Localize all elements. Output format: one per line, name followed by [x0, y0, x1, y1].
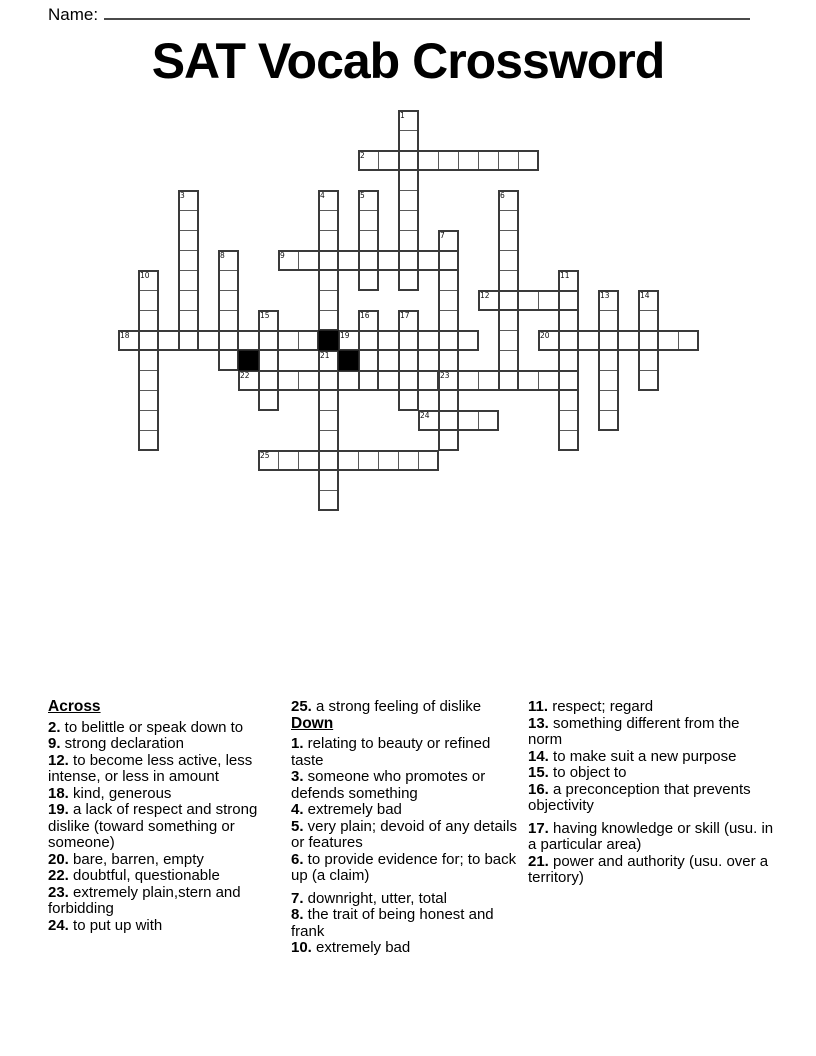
grid-cell[interactable]: [138, 410, 159, 431]
grid-cell[interactable]: [438, 390, 459, 411]
cell-number: 24: [420, 411, 430, 420]
clue-text: relating to beauty or refined taste: [291, 735, 491, 769]
cell-number: 3: [180, 191, 185, 200]
grid-cell[interactable]: [398, 230, 419, 251]
clue-column: [48, 699, 288, 934]
cell-number: 17: [400, 311, 410, 320]
cell-number: 13: [600, 291, 610, 300]
clue-text: to belittle or speak down to: [60, 718, 244, 736]
grid-cell[interactable]: [318, 250, 339, 271]
clue-text: very plain; devoid of any details or features: [291, 817, 517, 851]
clue-item: [528, 854, 776, 887]
clue-number: 18.: [48, 784, 69, 802]
clue-number: 3.: [291, 768, 304, 785]
clue-number: 14.: [528, 747, 549, 765]
clue-number: 17.: [528, 819, 549, 837]
grid-cell[interactable]: [418, 330, 439, 351]
grid-cell[interactable]: [178, 310, 199, 331]
grid-cell[interactable]: [438, 150, 459, 171]
grid-cell[interactable]: [678, 330, 699, 351]
grid-cell[interactable]: [398, 190, 419, 211]
clue-number: 9.: [48, 735, 61, 752]
grid-cell[interactable]: [498, 230, 519, 251]
clue-text: to object to: [548, 764, 627, 781]
grid-cell[interactable]: [638, 370, 659, 391]
clue-number: 10.: [291, 939, 312, 956]
clue-number: 1.: [291, 735, 304, 752]
cell-number: 12: [480, 291, 490, 300]
grid-cell[interactable]: [358, 450, 379, 471]
clue-text: to provide evidence for; to back up (a claim): [291, 850, 517, 884]
clue-item: [528, 765, 776, 782]
clue-item: [48, 786, 288, 803]
grid-cell[interactable]: [318, 210, 339, 231]
grid-cell[interactable]: [178, 250, 199, 271]
cell-number: 8: [220, 251, 225, 260]
grid-cell[interactable]: [598, 290, 619, 311]
grid-cell[interactable]: [358, 310, 379, 331]
grid-cell[interactable]: [558, 330, 579, 351]
clue-item: [528, 716, 776, 749]
clue-number: 12.: [48, 751, 69, 769]
clue-number: 13.: [528, 714, 549, 732]
blocked-cell: [338, 350, 359, 371]
clue-item: [291, 891, 524, 908]
grid-cell[interactable]: [378, 330, 399, 351]
grid-cell[interactable]: [558, 350, 579, 371]
clue-text: extremely plain,stern and forbidding: [48, 883, 241, 917]
grid-cell[interactable]: [338, 250, 359, 271]
clue-number: 15.: [528, 764, 549, 781]
grid-cell[interactable]: [458, 370, 479, 391]
clue-item: [291, 802, 524, 819]
cell-number: 9: [280, 251, 285, 260]
grid-cell[interactable]: [178, 290, 199, 311]
grid-cell[interactable]: [498, 370, 519, 391]
grid-cell[interactable]: [358, 210, 379, 231]
clue-item: [48, 802, 288, 852]
grid-cell[interactable]: [458, 410, 479, 431]
clue-number: 6.: [291, 850, 304, 868]
grid-cell[interactable]: [438, 310, 459, 331]
blocked-cell: [318, 330, 339, 351]
clue-item: [48, 885, 288, 918]
clue-item: [291, 736, 524, 769]
grid-cell[interactable]: [478, 370, 499, 391]
grid-cell[interactable]: [358, 330, 379, 351]
grid-cell[interactable]: [358, 370, 379, 391]
grid-cell[interactable]: [138, 370, 159, 391]
grid-cell[interactable]: [298, 330, 319, 351]
grid-cell[interactable]: [558, 290, 579, 311]
grid-cell[interactable]: [438, 350, 459, 371]
grid-cell[interactable]: [438, 430, 459, 451]
cell-number: 7: [440, 231, 445, 240]
grid-cell[interactable]: [278, 250, 299, 271]
name-fill-line[interactable]: [104, 2, 750, 20]
clue-number: 25.: [291, 698, 312, 715]
clue-text: extremely bad: [303, 801, 402, 818]
clue-item: [48, 852, 288, 869]
cell-number: 22: [240, 371, 250, 380]
clue-item: [291, 819, 524, 852]
grid-cell[interactable]: [138, 290, 159, 311]
clue-text: a lack of respect and strong dislike (toward something or someone): [48, 801, 258, 851]
grid-cell[interactable]: [138, 390, 159, 411]
cell-number: 16: [360, 311, 370, 320]
clue-text: a preconception that prevents objectivity: [528, 780, 751, 814]
clue-item: [291, 699, 524, 716]
grid-cell[interactable]: [418, 250, 439, 271]
grid-cell[interactable]: [538, 330, 559, 351]
grid-cell[interactable]: [558, 410, 579, 431]
grid-cell[interactable]: [438, 250, 459, 271]
grid-cell[interactable]: [318, 350, 339, 371]
grid-cell[interactable]: [338, 370, 359, 391]
grid-cell[interactable]: [458, 330, 479, 351]
grid-cell[interactable]: [138, 310, 159, 331]
cell-number: 19: [340, 331, 350, 340]
grid-cell[interactable]: [318, 190, 339, 211]
grid-cell[interactable]: [398, 350, 419, 371]
grid-cell[interactable]: [398, 270, 419, 291]
grid-cell[interactable]: [598, 310, 619, 331]
clue-item: [48, 918, 288, 935]
clue-text: power and authority (usu. over a territory): [528, 852, 769, 886]
grid-cell[interactable]: [238, 330, 259, 351]
grid-cell[interactable]: [498, 350, 519, 371]
clue-number: 22.: [48, 867, 69, 884]
grid-cell[interactable]: [558, 390, 579, 411]
page-title: SAT Vocab Crossword: [151, 33, 665, 89]
grid-cell[interactable]: [298, 450, 319, 471]
grid-cell[interactable]: [358, 250, 379, 271]
clue-item: [528, 749, 776, 766]
grid-cell[interactable]: [438, 290, 459, 311]
cell-number: 20: [540, 331, 550, 340]
grid-cell[interactable]: [278, 450, 299, 471]
grid-cell[interactable]: [598, 390, 619, 411]
grid-cell[interactable]: [158, 330, 179, 351]
grid-cell[interactable]: [558, 370, 579, 391]
clue-text: doubtful, questionable: [68, 867, 220, 884]
grid-cell[interactable]: [398, 150, 419, 171]
grid-cell[interactable]: [518, 370, 539, 391]
grid-cell[interactable]: [638, 310, 659, 331]
grid-cell[interactable]: [638, 330, 659, 351]
grid-cell[interactable]: [398, 250, 419, 271]
clue-item: [48, 868, 288, 885]
grid-cell[interactable]: [418, 370, 439, 391]
clue-number: 20.: [48, 850, 69, 868]
grid-cell[interactable]: [398, 310, 419, 331]
grid-cell[interactable]: [138, 270, 159, 291]
grid-cell[interactable]: [258, 310, 279, 331]
grid-cell[interactable]: [438, 370, 459, 391]
grid-cell[interactable]: [438, 330, 459, 351]
grid-cell[interactable]: [518, 290, 539, 311]
clue-text: kind, generous: [68, 784, 172, 802]
cell-number: 1: [400, 111, 405, 120]
grid-cell[interactable]: [358, 230, 379, 251]
grid-cell[interactable]: [178, 190, 199, 211]
grid-cell[interactable]: [498, 330, 519, 351]
clue-text: extremely bad: [311, 939, 411, 956]
grid-cell[interactable]: [338, 450, 359, 471]
clue-item: [291, 907, 524, 940]
clue-text: something different from the norm: [528, 714, 740, 748]
clue-item: [528, 782, 776, 815]
cell-number: 11: [560, 271, 570, 280]
grid-cell[interactable]: [658, 330, 679, 351]
clue-text: having knowledge or skill (usu. in a particular area): [528, 819, 774, 853]
cell-number: 14: [640, 291, 650, 300]
grid-cell[interactable]: [118, 330, 139, 351]
grid-cell[interactable]: [478, 410, 499, 431]
grid-cell[interactable]: [598, 410, 619, 431]
clue-number: 16.: [528, 780, 549, 798]
grid-cell[interactable]: [398, 210, 419, 231]
grid-cell[interactable]: [278, 330, 299, 351]
grid-cell[interactable]: [218, 310, 239, 331]
grid-cell[interactable]: [498, 310, 519, 331]
grid-cell[interactable]: [378, 150, 399, 171]
grid-cell[interactable]: [598, 330, 619, 351]
clue-item: [48, 753, 288, 786]
cell-number: 18: [120, 331, 130, 340]
grid-cell[interactable]: [218, 330, 239, 351]
grid-cell[interactable]: [278, 370, 299, 391]
cell-number: 15: [260, 311, 270, 320]
grid-cell[interactable]: [378, 370, 399, 391]
cell-number: 2: [360, 151, 365, 160]
clue-number: 8.: [291, 906, 304, 923]
clue-number: 11.: [528, 698, 549, 715]
name-label: Name:: [48, 5, 99, 24]
grid-cell[interactable]: [418, 410, 439, 431]
clue-text: to become less active, less intense, or less in amount: [48, 751, 253, 785]
grid-cell[interactable]: [318, 410, 339, 431]
cell-number: 25: [260, 451, 270, 460]
grid-cell[interactable]: [198, 330, 219, 351]
grid-cell[interactable]: [318, 470, 339, 491]
grid-cell[interactable]: [218, 250, 239, 271]
grid-cell[interactable]: [458, 150, 479, 171]
grid-cell[interactable]: [358, 150, 379, 171]
clue-item: [528, 699, 776, 716]
grid-cell[interactable]: [438, 270, 459, 291]
grid-cell[interactable]: [378, 450, 399, 471]
grid-cell[interactable]: [178, 210, 199, 231]
grid-cell[interactable]: [638, 350, 659, 371]
grid-cell[interactable]: [318, 230, 339, 251]
grid-cell[interactable]: [398, 330, 419, 351]
cell-number: 6: [500, 191, 505, 200]
grid-cell[interactable]: [438, 410, 459, 431]
grid-cell[interactable]: [498, 290, 519, 311]
grid-cell[interactable]: [418, 450, 439, 471]
grid-cell[interactable]: [318, 370, 339, 391]
grid-cell[interactable]: [318, 270, 339, 291]
grid-cell[interactable]: [538, 290, 559, 311]
grid-cell[interactable]: [298, 370, 319, 391]
clue-item: [291, 769, 524, 802]
grid-cell[interactable]: [178, 230, 199, 251]
clue-number: 5.: [291, 817, 304, 835]
grid-cell[interactable]: [638, 290, 659, 311]
grid-cell[interactable]: [598, 370, 619, 391]
clue-text: respect; regard: [548, 698, 654, 715]
grid-cell[interactable]: [138, 350, 159, 371]
clue-text: the trait of being honest and frank: [291, 906, 494, 940]
cell-number: 23: [440, 371, 450, 380]
grid-cell[interactable]: [178, 330, 199, 351]
cell-number: 21: [320, 351, 330, 360]
cell-number: 4: [320, 191, 325, 200]
grid-cell[interactable]: [238, 370, 259, 391]
grid-cell[interactable]: [338, 330, 359, 351]
grid-cell[interactable]: [418, 150, 439, 171]
grid-cell[interactable]: [558, 270, 579, 291]
grid-cell[interactable]: [398, 450, 419, 471]
clue-item: [291, 940, 524, 957]
grid-cell[interactable]: [478, 150, 499, 171]
grid-cell[interactable]: [138, 330, 159, 351]
grid-cell[interactable]: [518, 150, 539, 171]
grid-cell[interactable]: [298, 250, 319, 271]
grid-cell[interactable]: [398, 370, 419, 391]
clue-item: [291, 852, 524, 885]
grid-cell[interactable]: [318, 390, 339, 411]
clues-heading-across: Across: [48, 698, 101, 715]
grid-cell[interactable]: [318, 490, 339, 511]
grid-cell[interactable]: [358, 270, 379, 291]
clue-text: a strong feeling of dislike: [311, 698, 482, 715]
grid-cell[interactable]: [498, 190, 519, 211]
grid-cell[interactable]: [378, 250, 399, 271]
grid-cell[interactable]: [318, 450, 339, 471]
crossword-grid: [118, 110, 699, 511]
grid-cell[interactable]: [318, 290, 339, 311]
grid-cell[interactable]: [498, 270, 519, 291]
grid-cell[interactable]: [318, 430, 339, 451]
grid-cell[interactable]: [398, 130, 419, 151]
clue-text: to make suit a new purpose: [548, 747, 737, 765]
grid-cell[interactable]: [138, 430, 159, 451]
clue-number: 2.: [48, 718, 61, 736]
grid-cell[interactable]: [398, 170, 419, 191]
cell-number: 5: [360, 191, 365, 200]
clue-text: downright, utter, total: [303, 889, 447, 907]
grid-cell[interactable]: [618, 330, 639, 351]
grid-cell[interactable]: [578, 330, 599, 351]
grid-cell[interactable]: [398, 390, 419, 411]
clue-column: [291, 699, 524, 957]
grid-cell[interactable]: [398, 110, 419, 131]
grid-cell[interactable]: [558, 310, 579, 331]
grid-cell[interactable]: [358, 350, 379, 371]
grid-cell[interactable]: [218, 270, 239, 291]
clue-text: strong declaration: [60, 735, 184, 752]
clue-item: [48, 736, 288, 753]
grid-cell[interactable]: [358, 190, 379, 211]
clue-number: 21.: [528, 852, 549, 870]
name-row: [48, 2, 750, 26]
clues-heading-down: Down: [291, 714, 334, 732]
grid-cell[interactable]: [218, 290, 239, 311]
clue-number: 19.: [48, 801, 69, 818]
grid-cell[interactable]: [218, 350, 239, 371]
grid-cell[interactable]: [538, 370, 559, 391]
grid-cell[interactable]: [558, 430, 579, 451]
clue-number: 4.: [291, 801, 304, 818]
clue-text: bare, barren, empty: [68, 850, 204, 868]
cell-number: 10: [140, 271, 150, 280]
grid-cell[interactable]: [178, 270, 199, 291]
grid-cell[interactable]: [498, 250, 519, 271]
grid-cell[interactable]: [258, 390, 279, 411]
clue-item: [48, 720, 288, 737]
grid-cell[interactable]: [258, 450, 279, 471]
grid-cell[interactable]: [258, 350, 279, 371]
blocked-cell: [238, 350, 259, 371]
grid-cell[interactable]: [478, 290, 499, 311]
grid-cell[interactable]: [498, 210, 519, 231]
clue-text: someone who promotes or defends something: [291, 768, 486, 802]
grid-cell[interactable]: [258, 330, 279, 351]
grid-cell[interactable]: [598, 350, 619, 371]
clue-item: [528, 821, 776, 854]
clue-text: to put up with: [68, 916, 163, 934]
clue-number: 23.: [48, 883, 69, 901]
grid-cell[interactable]: [318, 310, 339, 331]
grid-cell[interactable]: [438, 230, 459, 251]
grid-cell[interactable]: [258, 370, 279, 391]
clue-number: 24.: [48, 916, 69, 934]
clue-column: [528, 699, 776, 887]
clue-number: 7.: [291, 889, 304, 907]
grid-cell[interactable]: [498, 150, 519, 171]
